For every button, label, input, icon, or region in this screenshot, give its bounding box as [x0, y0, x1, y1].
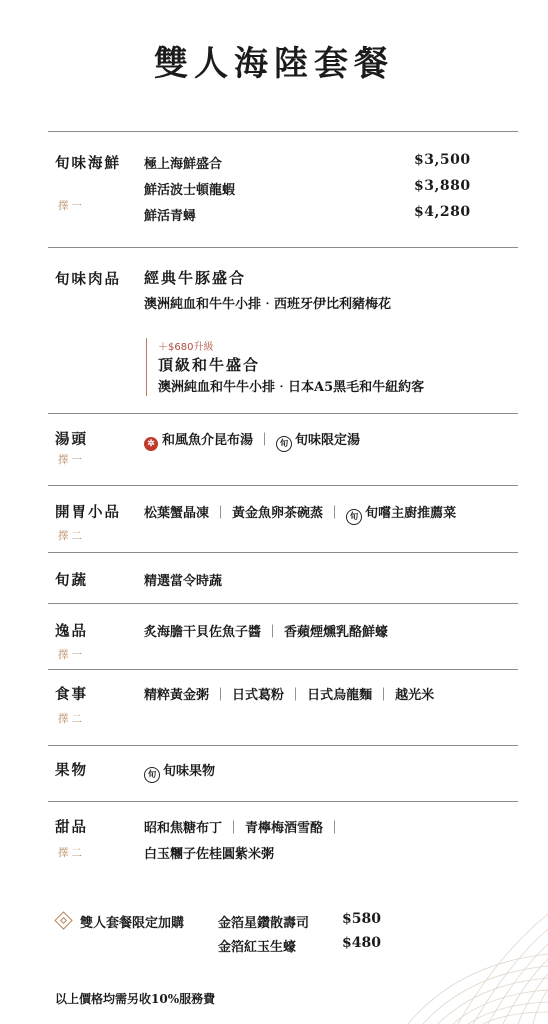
- divider: [48, 745, 518, 746]
- upgrade-tag: ＋$680升級: [158, 342, 214, 353]
- section-appetizer-choose: 擇二: [58, 530, 85, 542]
- seasonal-badge-icon: 旬: [346, 509, 362, 525]
- seafood-mark-icon: ✲: [144, 437, 158, 451]
- separator: ｜: [214, 688, 228, 703]
- section-soup-choose: 擇一: [58, 454, 85, 466]
- section-seafood-choose: 擇一: [58, 200, 85, 212]
- section-meat-title: 旬味肉品: [55, 271, 121, 288]
- seasonal-badge-icon: 旬: [144, 767, 160, 783]
- appetizer-item-3: 旬嚐主廚推薦菜: [365, 506, 457, 521]
- fruit-item-1: 旬味果物: [163, 764, 216, 779]
- separator: ｜: [289, 688, 303, 703]
- diamond-icon: [54, 911, 72, 929]
- section-fruit-title: 果物: [55, 762, 88, 779]
- section-appetizer-title: 開胃小品: [55, 504, 121, 521]
- divider: [48, 413, 518, 414]
- soup-items: [144, 429, 360, 452]
- promo-item-1: 金箔星鑽散壽司: [218, 916, 310, 931]
- dessert-items-row1: [144, 817, 346, 836]
- divider: [48, 247, 518, 248]
- separator: ｜: [328, 506, 342, 521]
- promo-price-2: $480: [342, 935, 381, 951]
- section-staple-title: 食事: [55, 686, 88, 703]
- divider: [48, 131, 518, 132]
- divider: [48, 603, 518, 604]
- appetizer-item-2: 黃金魚卵茶碗蒸: [232, 506, 324, 521]
- soup-item-1: 和風魚介昆布湯: [162, 433, 254, 448]
- seasonal-badge-icon: 旬: [276, 436, 292, 452]
- promo-label: 雙人套餐限定加購: [80, 916, 185, 931]
- separator: ｜: [258, 433, 272, 448]
- soup-item-2: 旬味限定湯: [295, 433, 361, 448]
- divider: [48, 801, 518, 802]
- staple-items: [144, 684, 434, 703]
- upgrade-marker: [146, 338, 147, 396]
- staple-item-2: 日式葛粉: [232, 688, 285, 703]
- upgrade-desc: 澳洲純血和牛牛小排‧日本A5黑毛和牛紐約客: [158, 380, 425, 395]
- section-soup-title: 湯頭: [55, 431, 88, 448]
- seafood-item-2: 鮮活波士頓龍蝦: [144, 183, 236, 198]
- fruit-items: [144, 760, 215, 783]
- section-dessert-choose: 擇二: [58, 847, 85, 859]
- seafood-price-2: $3,880: [414, 178, 471, 194]
- dessert-item-3: 白玉糰子佐桂圓紫米粥: [144, 847, 275, 862]
- section-special-choose: 擇一: [58, 649, 85, 661]
- divider: [48, 485, 518, 486]
- section-seafood-title: 旬味海鮮: [55, 155, 121, 172]
- appetizer-item-1: 松葉蟹晶凍: [144, 506, 210, 521]
- separator: ｜: [214, 506, 228, 521]
- veg-item-1: 精選當令時蔬: [144, 574, 223, 589]
- seafood-item-3: 鮮活青蟳: [144, 209, 197, 224]
- meat-main-name: 經典牛豚盛合: [144, 269, 247, 287]
- separator: ｜: [328, 821, 342, 836]
- seafood-price-3: $4,280: [414, 204, 471, 220]
- separator: ｜: [266, 625, 280, 640]
- section-dessert-title: 甜品: [55, 819, 88, 836]
- staple-item-4: 越光米: [395, 688, 435, 703]
- separator: ｜: [227, 821, 241, 836]
- dessert-item-1: 昭和焦糖布丁: [144, 821, 223, 836]
- promo-item-2: 金箔紅玉生蠔: [218, 940, 297, 955]
- section-veg-title: 旬蔬: [55, 572, 88, 589]
- special-item-2: 香蘋煙燻乳酪鮮蠔: [284, 625, 389, 640]
- staple-item-3: 日式烏龍麵: [307, 688, 373, 703]
- page-title: 雙人海陸套餐: [154, 44, 394, 84]
- wave-pattern-decoration: [398, 894, 548, 1024]
- special-items: [144, 621, 388, 640]
- divider: [48, 669, 518, 670]
- promo-price-1: $580: [342, 911, 381, 927]
- appetizer-items: [144, 502, 456, 525]
- seafood-item-1: 極上海鮮盛合: [144, 157, 223, 172]
- footer-note: 以上價格均需另收10%服務費: [55, 992, 216, 1006]
- special-item-1: 炙海膽干貝佐魚子醬: [144, 625, 262, 640]
- separator: ｜: [377, 688, 391, 703]
- staple-item-1: 精粹黃金粥: [144, 688, 210, 703]
- section-staple-choose: 擇二: [58, 713, 85, 725]
- dessert-item-2: 青檸梅酒雪酪: [245, 821, 324, 836]
- seafood-price-1: $3,500: [414, 152, 471, 168]
- meat-main-desc: 澳洲純血和牛牛小排‧西班牙伊比利豬梅花: [144, 297, 392, 312]
- section-special-title: 逸品: [55, 623, 88, 640]
- upgrade-name: 頂級和牛盛合: [158, 356, 261, 374]
- divider: [48, 552, 518, 553]
